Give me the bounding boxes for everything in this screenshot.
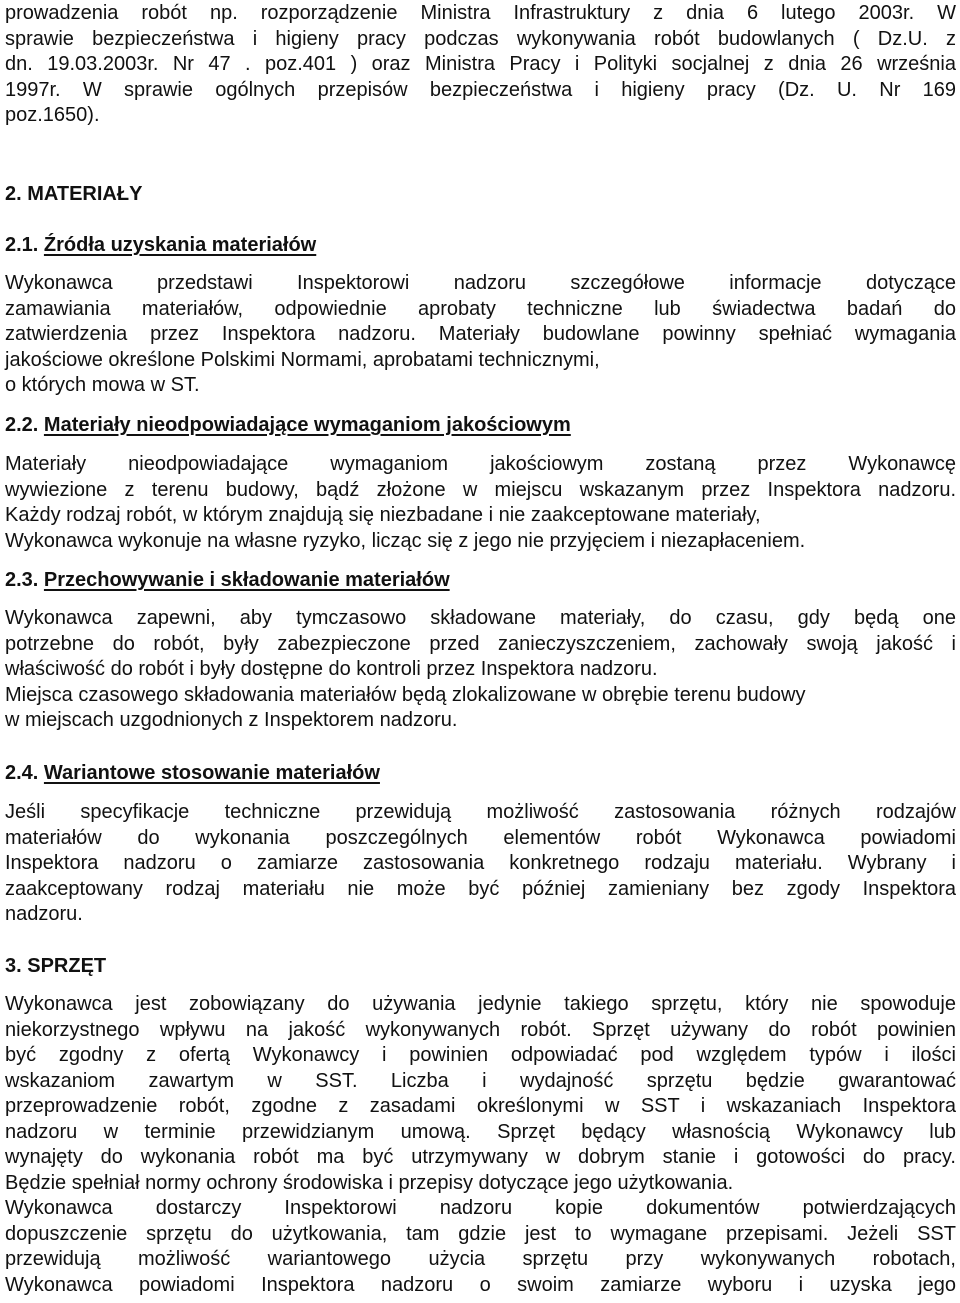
- paragraph-line: zamawiania materiałów, odpowiednie aprobaty techniczne lub świadectwa badań do: [5, 297, 956, 320]
- subsection-number: 2.2.: [5, 414, 39, 436]
- paragraph-line: właściwość do robót i były dostępne do kontroli przez Inspektora nadzoru.: [5, 658, 658, 680]
- intro-line: sprawie bezpieczeństwa i higieny pracy podczas wykonywania robót budowlanych ( Dz.U. z: [5, 27, 956, 50]
- paragraph-line: przewidują możliwość wariantowego użycia sprzętu przy wykonywanych robotach,: [5, 1248, 956, 1270]
- subsection-heading-2-1: [5, 233, 316, 258]
- intro-line: 1997r. W sprawie ogólnych przepisów bezpieczeństwa i higieny pracy (Dz. U. Nr 169: [5, 78, 956, 101]
- paragraph-line: Wykonawca wykonuje na własne ryzyko, licząc się z jego nie przyjęciem i niezapłaceniem.: [5, 529, 806, 552]
- paragraph-line: Będzie spełniał normy ochrony środowiska i przepisy dotyczące jego użytkowania.: [5, 1171, 734, 1194]
- paragraph-line: niekorzystnego wpływu na jakość wykonywanych robót. Sprzęt używany do robót powinien: [5, 1018, 956, 1041]
- paragraph-line: Wykonawca zapewni, aby tymczasowo składowane materiały, do czasu, gdy będą one: [5, 607, 956, 629]
- paragraph-line: potrzebne do robót, były zabezpieczone przed zanieczyszczeniem, zachowały swoją jakość i: [5, 632, 956, 655]
- subsection-2-4-paragraph: [5, 800, 956, 928]
- subsection-number: 2.4.: [5, 762, 39, 784]
- paragraph-line: Każdy rodzaj robót, w którym znajdują się niezbadane i nie zaakceptowane materiały,: [5, 504, 761, 526]
- section-heading-equipment: 3. SPRZĘT: [5, 955, 107, 977]
- intro-line: poz.1650).: [5, 104, 100, 126]
- paragraph-line: Wykonawca jest zobowiązany do używania jedynie takiego sprzętu, który nie spowoduje: [5, 993, 956, 1015]
- paragraph-line: o których mowa w ST.: [5, 374, 200, 396]
- paragraph-line: zaakceptowany rodzaj materiału nie może być później zamieniany bez zgody Inspektora: [5, 877, 956, 900]
- section-3-paragraph: [5, 992, 956, 1298]
- subsection-2-3-paragraph: [5, 606, 956, 734]
- intro-line: dn. 19.03.2003r. Nr 47 . poz.401 ) oraz Ministra Pracy i Polityki socjalnej z dnia 26 września: [5, 53, 956, 75]
- subsection-title: Przechowywanie i składowanie materiałów: [43, 569, 450, 591]
- paragraph-line: Jeśli specyfikacje techniczne przewidują możliwość zastosowania różnych rodzajów: [5, 801, 956, 823]
- paragraph-line: wynajęty do wykonania robót ma być utrzymywany w dobrym stanie i gotowości do pracy.: [5, 1146, 956, 1168]
- paragraph-line: Wykonawca dostarczy Inspektorowi nadzoru kopie dokumentów potwierdzających: [5, 1197, 956, 1219]
- paragraph-line: wskazaniom zawartym w SST. Liczba i wydajność sprzętu będzie gwarantować: [5, 1069, 956, 1092]
- subsection-number: 2.3.: [5, 569, 39, 591]
- paragraph-line: nadzoru w terminie przewidzianym umową. Sprzęt będący własnością Wykonawcy lub: [5, 1120, 956, 1143]
- subsection-heading-2-4: [5, 761, 380, 786]
- paragraph-line: nadzoru.: [5, 903, 83, 925]
- intro-paragraph: [5, 1, 956, 129]
- subsection-2-1-paragraph: [5, 271, 956, 399]
- paragraph-line: w miejscach uzgodnionych z Inspektorem nadzoru.: [5, 709, 458, 731]
- paragraph-line: Wykonawca przedstawi Inspektorowi nadzoru szczegółowe informacje dotyczące: [5, 272, 956, 294]
- paragraph-line: jakościowe określone Polskimi Normami, aprobatami technicznymi,: [5, 348, 600, 371]
- section-heading-materials: 2. MATERIAŁY: [5, 183, 143, 205]
- paragraph-line: Materiały nieodpowiadające wymaganiom jakościowym zostaną przez Wykonawcę: [5, 453, 956, 475]
- paragraph-line: materiałów do wykonania poszczególnych elementów robót Wykonawca powiadomi: [5, 826, 956, 849]
- paragraph-line: dopuszczenie sprzętu do użytkowania, tam gdzie jest to wymagane przepisami. Jeżeli SST: [5, 1222, 956, 1245]
- subsection-title: Materiały nieodpowiadające wymaganiom jakościowym: [43, 414, 571, 436]
- paragraph-line: Miejsca czasowego składowania materiałów będą zlokalizowane w obrębie terenu budowy: [5, 683, 806, 706]
- subsection-title: Wariantowe stosowanie materiałów: [43, 762, 380, 784]
- subsection-title: Źródła uzyskania materiałów: [43, 234, 317, 256]
- intro-line: prowadzenia robót np. rozporządzenie Ministra Infrastruktury z dnia 6 lutego 2003r. W: [5, 2, 956, 24]
- paragraph-line: przeprowadzenie robót, zgodne z zasadami określonymi w SST i wskazaniach Inspektora: [5, 1095, 956, 1117]
- subsection-heading-2-2: [5, 413, 571, 438]
- subsection-heading-2-3: [5, 568, 450, 593]
- paragraph-line: zatwierdzenia przez Inspektora nadzoru. Materiały budowlane powinny spełniać wymagania: [5, 323, 956, 345]
- subsection-2-2-paragraph: [5, 452, 956, 554]
- paragraph-line: Wykonawca powiadomi Inspektora nadzoru o swoim zamiarze wyboru i uzyska jego: [5, 1273, 956, 1296]
- paragraph-line: Inspektora nadzoru o zamiarze zastosowania konkretnego rodzaju materiału. Wybrany i: [5, 852, 956, 874]
- paragraph-line: być zgodny z ofertą Wykonawcy i powinien odpowiadać pod względem typów i ilości: [5, 1044, 956, 1066]
- subsection-number: 2.1.: [5, 234, 39, 256]
- paragraph-line: wywiezione z terenu budowy, bądź złożone w miejscu wskazanym przez Inspektora nadzoru.: [5, 478, 956, 501]
